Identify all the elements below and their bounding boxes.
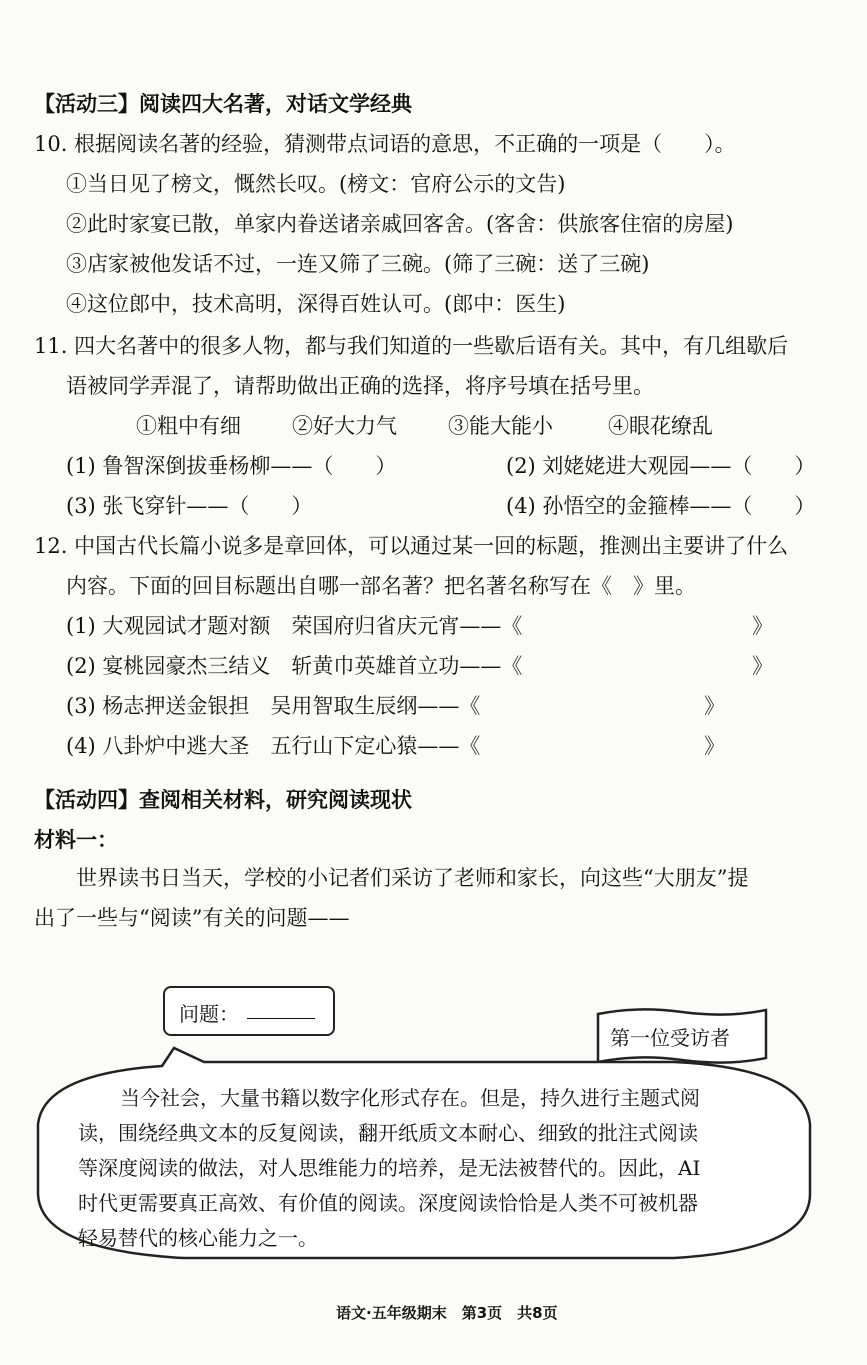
q11-item-3: (3) 张飞穿针——（ ）: [66, 494, 313, 518]
material-intro-line1: 世界读书日当天，学校的小记者们采访了老师和家长，向这些“大朋友”提: [76, 866, 749, 890]
activity3-title: 【活动三】阅读四大名著，对话文学经典: [34, 92, 412, 116]
q11-choice-2: ②好大力气: [292, 414, 397, 438]
q12-item-4: (4) 八卦炉中逃大圣 五行山下定心猿——《: [66, 734, 481, 758]
activity4-title: 【活动四】查阅相关材料，研究阅读现状: [34, 788, 412, 812]
q12-item-3-close: 》: [704, 694, 725, 718]
question-box: [163, 986, 335, 1036]
q11-stem-line1: 11. 四大名著中的很多人物，都与我们知道的一些歇后语有关。其中，有几组歇后: [34, 334, 789, 358]
q10-option-3: ③店家被他发话不过，一连又筛了三碗。(筛了三碗：送了三碗): [66, 252, 650, 276]
page-footer: 语文·五年级期末 第3页 共8页: [336, 1304, 558, 1322]
answer-line-3: 等深度阅读的做法，对人思维能力的培养，是无法被替代的。因此，AI: [78, 1156, 701, 1180]
q10-stem: 10. 根据阅读名著的经验，猜测带点词语的意思，不正确的一项是（ ）。: [34, 132, 736, 156]
answer-line-2: 读，围绕经典文本的反复阅读，翻开纸质文本耐心、细致的批注式阅读: [78, 1121, 698, 1145]
q12-item-1: (1) 大观园试才题对额 荣国府归省庆元宵——《: [66, 614, 523, 638]
q12-item-2: (2) 宴桃园豪杰三结义 斩黄巾英雄首立功——《: [66, 654, 523, 678]
q10-option-4: ④这位郎中，技术高明，深得百姓认可。(郎中：医生): [66, 292, 566, 316]
q10-option-1: ①当日见了榜文，慨然长叹。(榜文：官府公示的文告): [66, 172, 566, 196]
answer-line-5: 轻易替代的核心能力之一。: [78, 1226, 318, 1250]
material-label: 材料一：: [34, 828, 118, 852]
q12-stem-line2: 内容。下面的回目标题出自哪一部名著？把名著名称写在《 》里。: [66, 574, 696, 598]
q11-choice-3: ③能大能小: [448, 414, 553, 438]
q12-item-2-close: 》: [752, 654, 773, 678]
q12-item-1-close: 》: [752, 614, 773, 638]
q11-item-1: (1) 鲁智深倒拔垂杨柳——（ ）: [66, 454, 397, 478]
q11-stem-line2: 语被同学弄混了，请帮助做出正确的选择，将序号填在括号里。: [66, 374, 654, 398]
q12-stem-line1: 12. 中国古代长篇小说多是章回体，可以通过某一回的标题，推测出主要讲了什么: [34, 534, 789, 558]
q11-choice-1: ①粗中有细: [136, 414, 241, 438]
q10-option-2: ②此时家宴已散，单家内眷送诸亲戚回客舍。(客舍：供旅客住宿的房屋): [66, 212, 734, 236]
q11-choice-4: ④眼花缭乱: [608, 414, 713, 438]
material-intro-line2: 出了一些与“阅读”有关的问题——: [34, 906, 350, 930]
q12-item-4-close: 》: [704, 734, 725, 758]
answer-line-1: 当今社会，大量书籍以数字化形式存在。但是，持久进行主题式阅: [120, 1086, 700, 1110]
q11-item-4: (4) 孙悟空的金箍棒——（ ）: [506, 494, 816, 518]
interviewee-label: 第一位受访者: [610, 1026, 730, 1050]
q12-item-3: (3) 杨志押送金银担 吴用智取生辰纲——《: [66, 694, 481, 718]
answer-line-4: 时代更需要真正高效、有价值的阅读。深度阅读恰恰是人类不可被机器: [78, 1191, 698, 1215]
question-blank[interactable]: [247, 1018, 315, 1019]
question-label: 问题：: [179, 1002, 239, 1026]
q11-item-2: (2) 刘姥姥进大观园——（ ）: [506, 454, 816, 478]
